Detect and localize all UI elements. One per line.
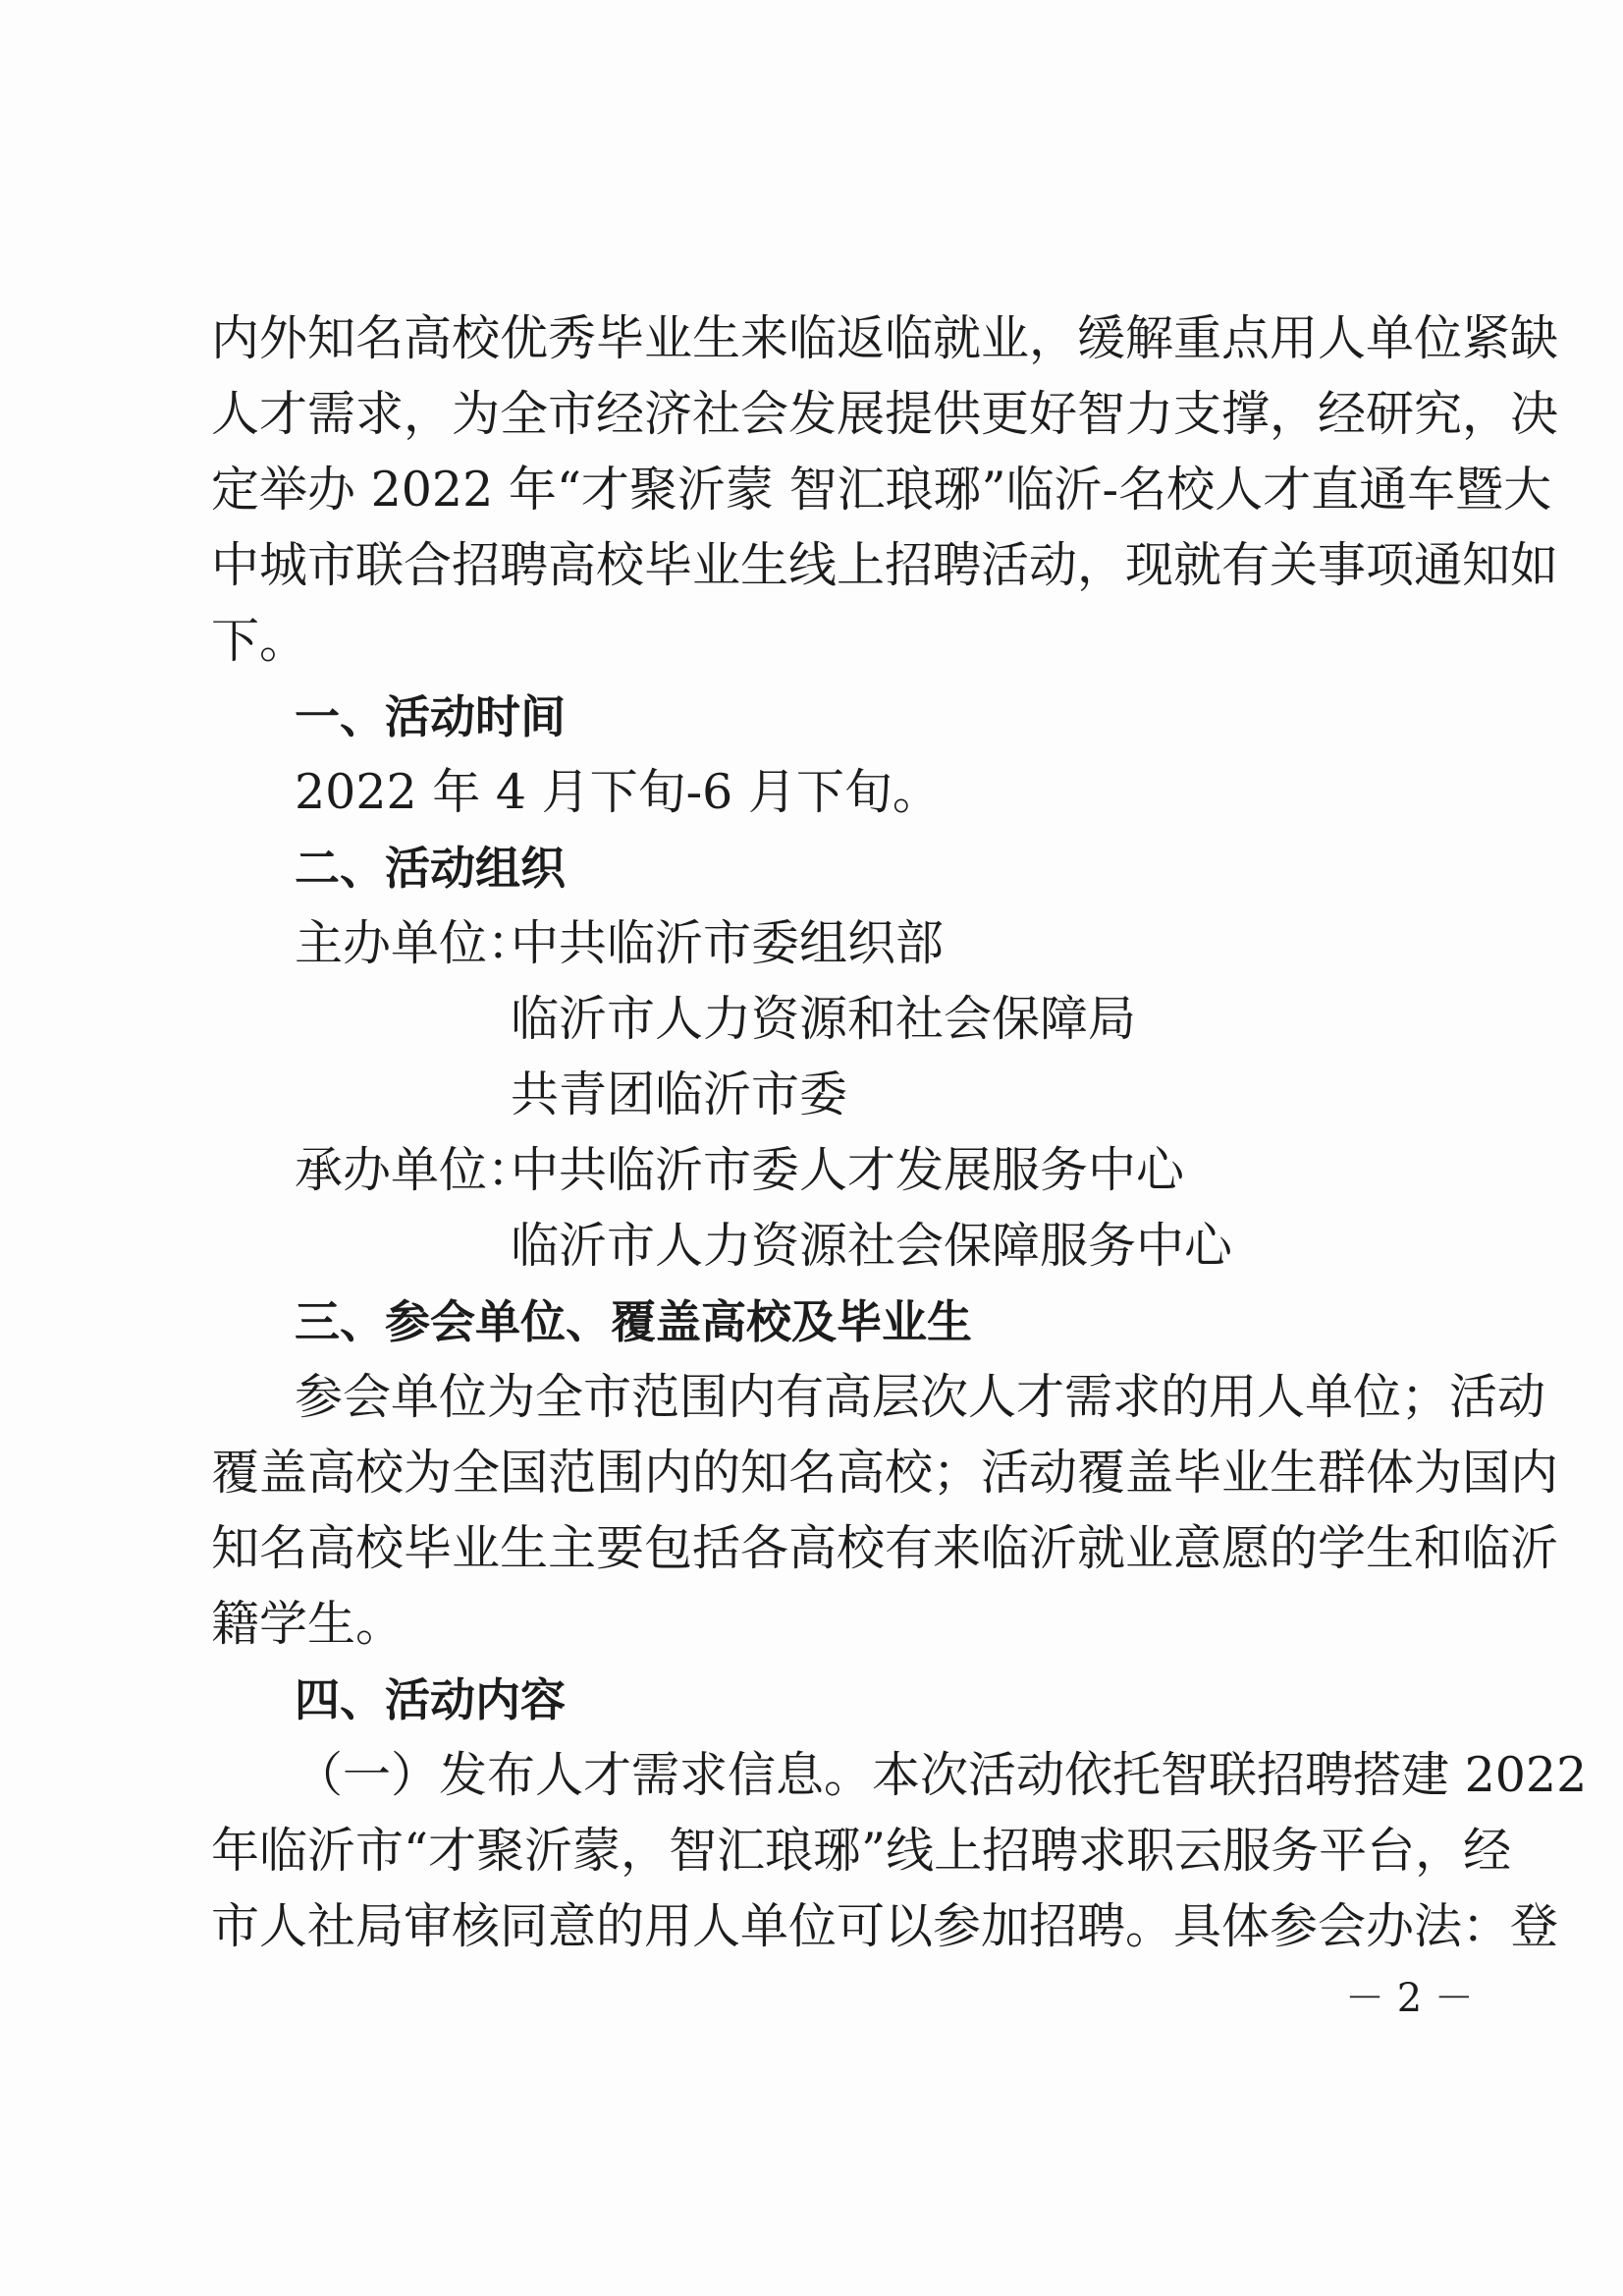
- host-2: 临沂市人力资源和社会保障局: [511, 991, 1137, 1047]
- organizer-label: 承办单位：: [295, 1142, 536, 1198]
- section-3-line-3: 知名高校毕业生主要包括各高校有来临沂就业意愿的学生和临沂: [211, 1520, 1559, 1576]
- section-4-line-1: （一）发布人才需求信息。本次活动依托智联招聘搭建 2022: [295, 1747, 1588, 1803]
- section-4-line-2: 年临沂市“才聚沂蒙，智汇琅琊”线上招聘求职云服务平台，经: [211, 1823, 1512, 1879]
- body-line-3: 定举办 2022 年“才聚沂蒙 智汇琅琊”临沂-名校人才直通车暨大: [211, 462, 1552, 518]
- host-1: 中共临沂市委组织部: [511, 915, 945, 971]
- section-3-line-2: 覆盖高校为全国范围内的知名高校；活动覆盖毕业生群体为国内: [211, 1445, 1559, 1501]
- host-label: 主办单位：: [295, 915, 536, 971]
- organizer-2: 临沂市人力资源社会保障服务中心: [511, 1218, 1233, 1274]
- body-line-1: 内外知名高校优秀毕业生来临返临就业，缓解重点用人单位紧缺: [211, 310, 1559, 366]
- section-4-heading: 四、活动内容: [295, 1673, 566, 1726]
- section-1-content: 2022 年 4 月下旬-6 月下旬。: [295, 764, 941, 820]
- body-line-2: 人才需求，为全市经济社会发展提供更好智力支撑，经研究，决: [211, 386, 1559, 442]
- organizer-1: 中共临沂市委人才发展服务中心: [511, 1142, 1185, 1198]
- section-1-heading: 一、活动时间: [295, 690, 566, 743]
- section-3-line-4: 籍学生。: [211, 1596, 405, 1652]
- section-3-line-1: 参会单位为全市范围内有高层次人才需求的用人单位；活动: [295, 1369, 1546, 1425]
- page-number: － 2 －: [1345, 1976, 1474, 2021]
- body-line-5: 下。: [211, 613, 308, 669]
- section-4-line-3: 市人社局审核同意的用人单位可以参加招聘。具体参会办法：登: [211, 1898, 1559, 1954]
- section-2-heading: 二、活动组织: [295, 842, 566, 895]
- host-3: 共青团临沂市委: [511, 1066, 848, 1122]
- section-3-heading: 三、参会单位、覆盖高校及毕业生: [295, 1295, 972, 1348]
- body-line-4: 中城市联合招聘高校毕业生线上招聘活动，现就有关事项通知如: [211, 537, 1559, 593]
